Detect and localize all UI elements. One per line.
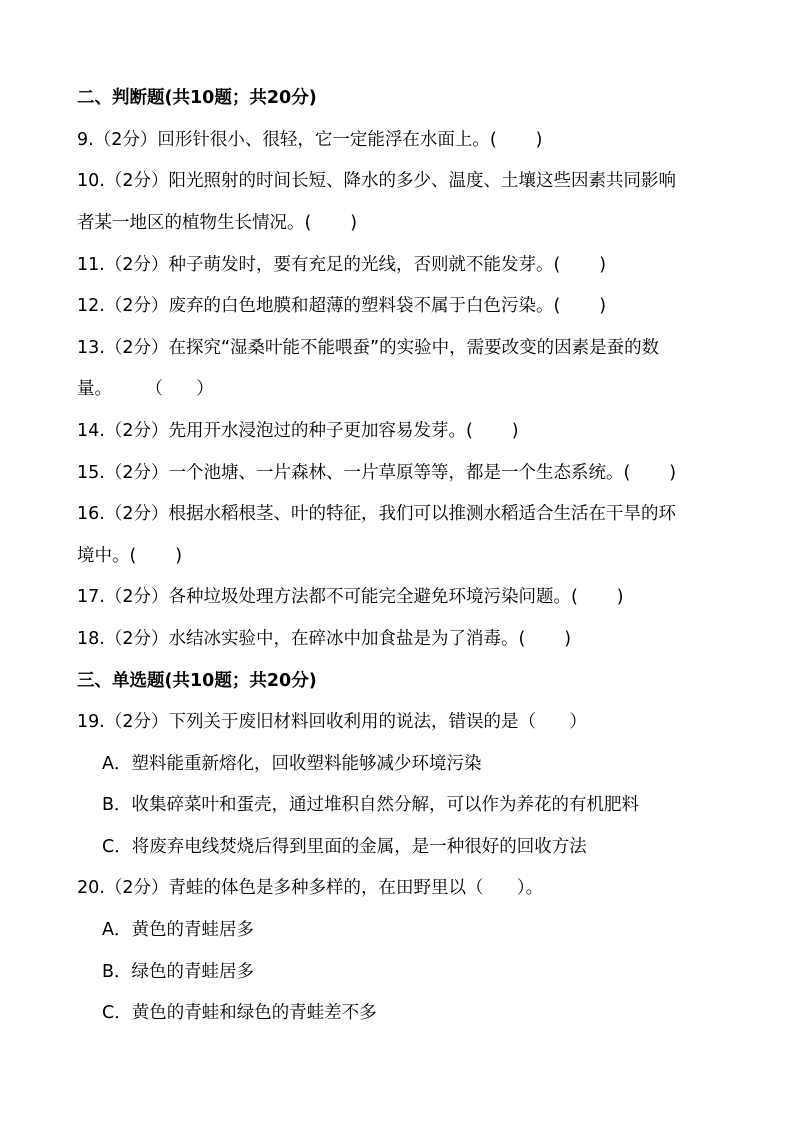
question-14: 14.（2分）先用开水浸泡过的种子更加容易发芽。( ) [77,421,519,441]
question-13-line-2: 量。 （ ） [77,379,214,399]
section-heading-true-false: 二、判断题(共10题；共20分) [77,88,317,108]
question-16-line-2: 境中。( ) [77,546,183,566]
question-20-option-a: A．黄色的青蛙居多 [102,920,254,940]
question-18: 18.（2分）水结冰实验中，在碎冰中加食盐是为了消毒。( ) [77,629,572,649]
question-20: 20.（2分）青蛙的体色是多种多样的，在田野里以（ ）。 [77,878,544,898]
section-heading-single-choice: 三、单选题(共10题；共20分) [77,671,317,691]
question-20-option-c: C．黄色的青蛙和绿色的青蛙差不多 [102,1003,377,1023]
question-10-line-1: 10.（2分）阳光照射的时间长短、降水的多少、温度、土壤这些因素共同影响 [77,171,676,191]
question-19-option-b: B．收集碎菜叶和蛋壳，通过堆积自然分解，可以作为养花的有机肥料 [102,795,640,815]
question-16-line-1: 16.（2分）根据水稻根茎、叶的特征，我们可以推测水稻适合生活在干旱的环 [77,504,676,524]
question-15: 15.（2分）一个池塘、一片森林、一片草原等等，都是一个生态系统。( ) [77,463,677,483]
question-17: 17.（2分）各种垃圾处理方法都不可能完全避免环境污染问题。( ) [77,587,624,607]
question-12: 12.（2分）废弃的白色地膜和超薄的塑料袋不属于白色污染。( ) [77,296,607,316]
question-9: 9.（2分）回形针很小、很轻，它一定能浮在水面上。( ) [77,130,543,150]
question-19: 19.（2分）下列关于废旧材料回收利用的说法，错误的是（ ） [77,712,587,732]
question-20-option-b: B．绿色的青蛙居多 [102,962,255,982]
question-13-line-1: 13.（2分）在探究“湿桑叶能不能喂蚕”的实验中，需要改变的因素是蚕的数 [77,338,660,358]
question-19-option-c: C．将废弃电线焚烧后得到里面的金属，是一种很好的回收方法 [102,837,587,857]
question-11: 11.（2分）种子萌发时，要有充足的光线，否则就不能发芽。( ) [77,255,607,275]
question-19-option-a: A．塑料能重新熔化，回收塑料能够减少环境污染 [102,754,482,774]
question-10-line-2: 者某一地区的植物生长情况。( ) [77,213,358,233]
